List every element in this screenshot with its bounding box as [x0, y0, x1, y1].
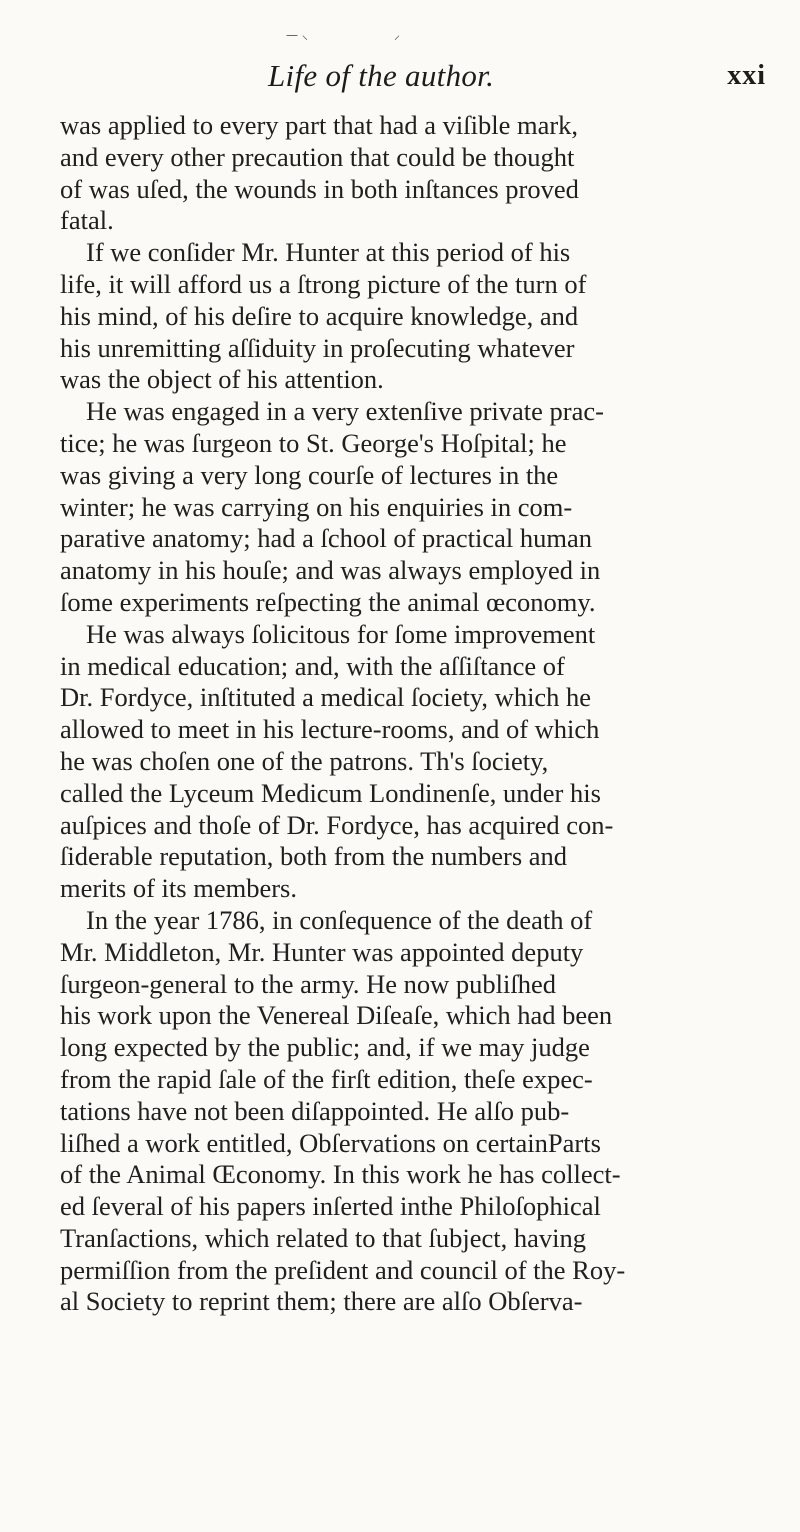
text-line: tice; he was ſurgeon to St. George's Hoſpital; he — [60, 427, 567, 458]
text-line: his unremitting aſſiduity in proſecuting whatever — [60, 332, 575, 363]
text-line: his mind, of his deſire to acquire knowledge, and — [60, 300, 579, 331]
text-line: fatal. — [60, 205, 114, 236]
printer-mark-left: — ⸜ — [286, 28, 308, 42]
page-number: xxi — [727, 60, 766, 91]
text-line: of was uſed, the wounds in both inſtances proved — [60, 173, 579, 204]
text-line: liſhed a work entitled, Obſervations on certainParts — [60, 1127, 601, 1158]
text-line: of the Animal Œconomy. In this work he has collect- — [60, 1159, 621, 1190]
text-line: Dr. Fordyce, inſtituted a medical ſociety, which he — [60, 682, 592, 713]
text-line: and every other precaution that could be thought — [60, 141, 575, 172]
text-line: In the year 1786, in conſequence of the death of — [86, 904, 593, 935]
text-line: called the Lyceum Medicum Londinenſe, under his — [60, 777, 601, 808]
text-line: auſpices and thoſe of Dr. Fordyce, has acquired con- — [60, 809, 614, 840]
body-text — [60, 110, 770, 1318]
text-line: winter; he was carrying on his enquiries in com- — [60, 491, 573, 522]
text-line: parative anatomy; had a ſchool of practical human — [60, 523, 592, 554]
text-line: If we conſider Mr. Hunter at this period of his — [86, 237, 571, 268]
text-line: permiſſion from the preſident and council of the Roy- — [60, 1254, 626, 1285]
text-line: He was always ſolicitous for ſome improvement — [86, 618, 596, 649]
printer-mark-right: ⸝ — [394, 28, 401, 42]
text-line: tations have not been diſappointed. He alſo pub- — [60, 1095, 570, 1126]
text-line: Mr. Middleton, Mr. Hunter was appointed deputy — [60, 936, 584, 967]
text-line: in medical education; and, with the aſſiſtance of — [60, 650, 565, 681]
running-title: Life of the author. — [268, 58, 495, 93]
text-line: ſiderable reputation, both from the numbers and — [60, 841, 568, 872]
text-line: merits of its members. — [60, 873, 297, 904]
text-line: ed ſeveral of his papers inſerted inthe Philoſophical — [60, 1191, 601, 1222]
text-line: was the object of his attention. — [60, 364, 384, 395]
text-line: anatomy in his houſe; and was always employed in — [60, 555, 601, 586]
text-line: was applied to every part that had a viſible mark, — [60, 110, 579, 140]
text-line: was giving a very long courſe of lectures in the — [60, 459, 559, 490]
text-line: his work upon the Venereal Diſeaſe, which had been — [60, 1000, 613, 1031]
text-line: from the rapid ſale of the firſt edition, theſe expec- — [60, 1063, 593, 1094]
page-header — [68, 58, 766, 108]
text-line: al Society to reprint them; there are alſo Obſerva- — [60, 1286, 583, 1317]
text-line: Tranſactions, which related to that ſubject, having — [60, 1222, 586, 1253]
top-printer-marks — [286, 26, 446, 46]
text-line: ſome experiments reſpecting the animal œconomy. — [60, 586, 596, 617]
text-line: allowed to meet in his lecture-rooms, and of which — [60, 714, 600, 745]
text-line: ſurgeon-general to the army. He now publiſhed — [60, 968, 556, 999]
text-line: life, it will afford us a ſtrong picture of the turn of — [60, 268, 587, 299]
text-line: he was choſen one of the patrons. Th's ſociety, — [60, 745, 549, 776]
text-line: He was engaged in a very extenſive private prac- — [86, 396, 604, 427]
text-line: long expected by the public; and, if we may judge — [60, 1032, 590, 1063]
